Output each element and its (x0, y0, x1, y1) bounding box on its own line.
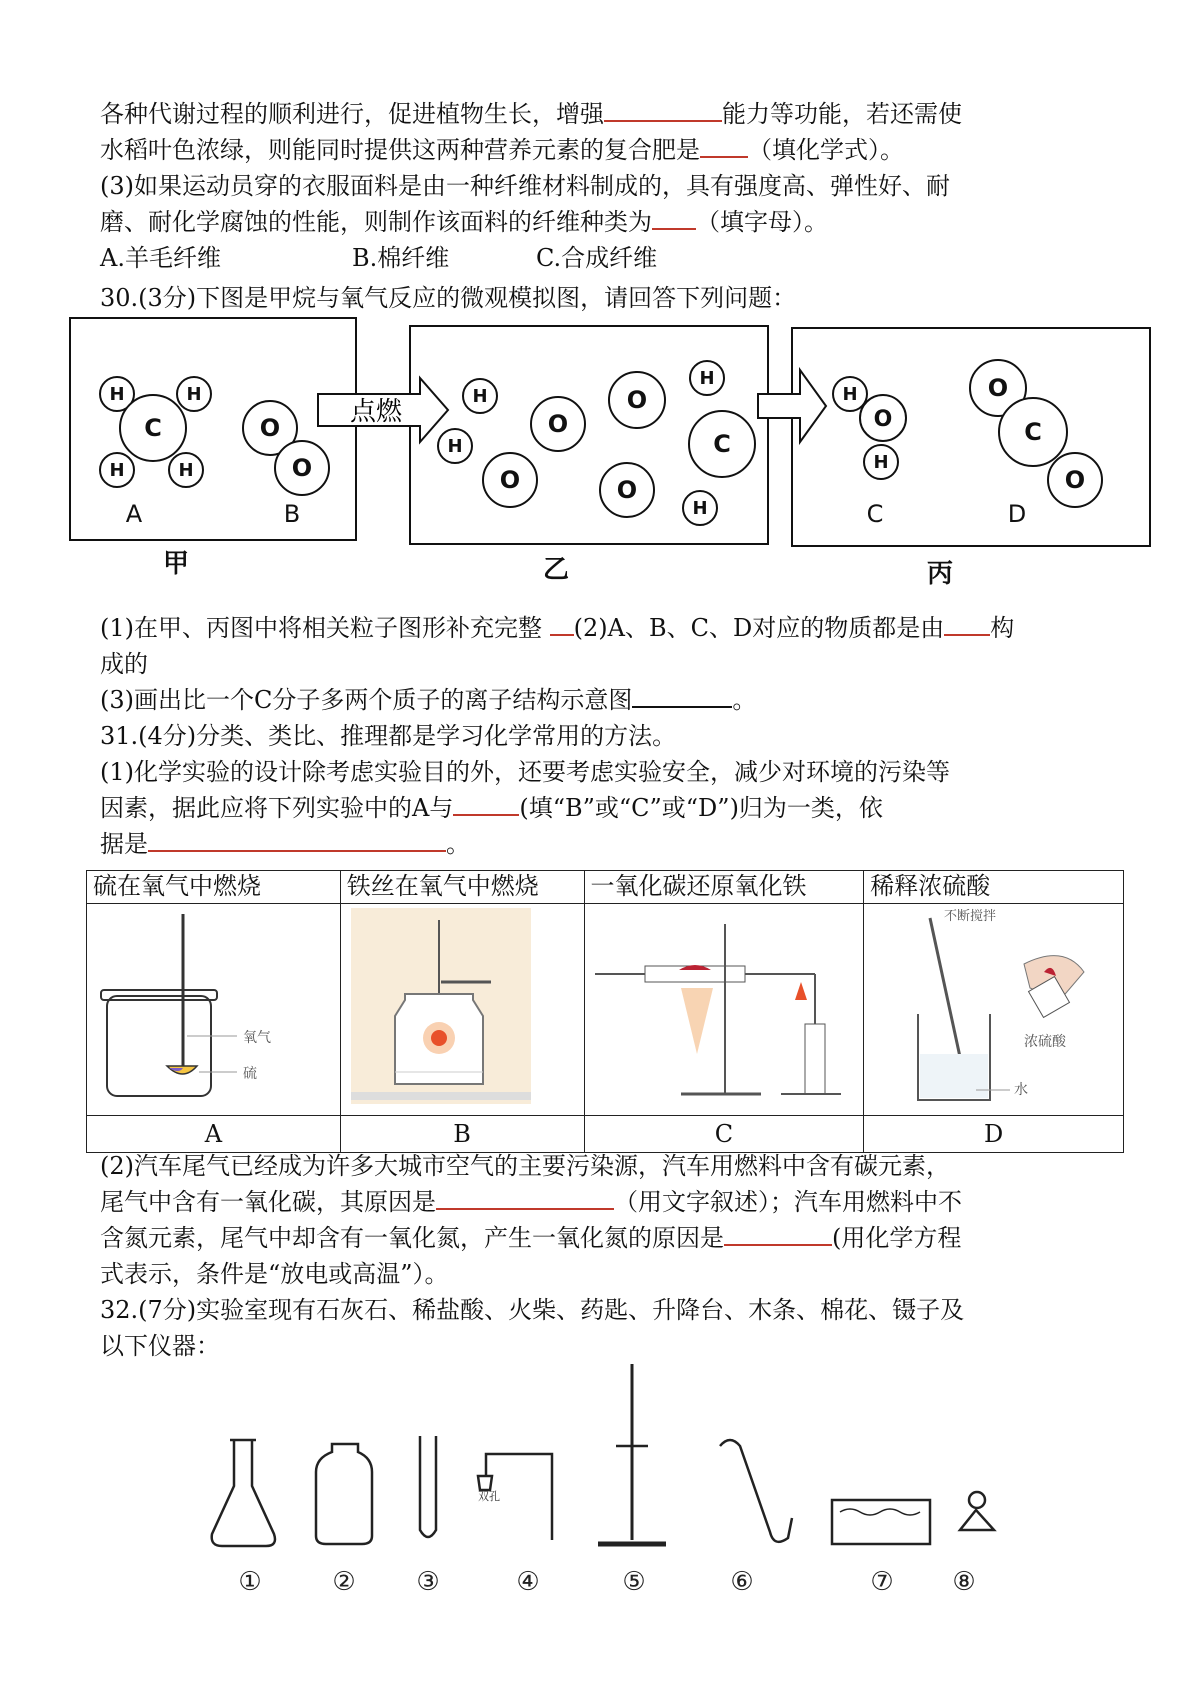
text-line (100, 792, 883, 824)
text-line: 式表示，条件是“放电或高温”）。 (100, 1260, 449, 1288)
svg-text:氧气: 氧气 (243, 1030, 271, 1046)
funnel-icon (720, 1440, 792, 1542)
answer-blank[interactable] (436, 1188, 614, 1210)
panel-names (163, 549, 953, 589)
text-line (100, 612, 1014, 644)
text: 能力等功能，若还需使 (722, 100, 962, 128)
svg-text:浓硫酸: 浓硫酸 (1024, 1034, 1067, 1050)
svg-text:甲: 甲 (162, 549, 190, 579)
svg-text:H: H (699, 368, 715, 389)
text: 构 (990, 614, 1015, 642)
svg-text:双孔: 双孔 (478, 1490, 500, 1503)
answer-blank[interactable] (944, 614, 990, 636)
conical-flask-icon (212, 1440, 275, 1546)
stopper-icon (478, 1476, 492, 1490)
svg-text:O: O (626, 386, 648, 414)
option-c: C.合成纤维 (536, 244, 658, 272)
svg-text:②: ② (332, 1567, 356, 1597)
svg-text:不断搅拌: 不断搅拌 (944, 909, 997, 924)
answer-blank[interactable] (550, 614, 574, 636)
alcohol-lamp-icon (960, 1510, 994, 1530)
gas-jar-icon (316, 1444, 372, 1544)
answer-blank[interactable] (148, 830, 446, 852)
svg-text:O: O (547, 410, 569, 438)
svg-text:O: O (873, 407, 893, 432)
table-header-cell: 硫在氧气中燃烧 (87, 871, 341, 904)
answer-blank[interactable] (700, 136, 748, 158)
svg-text:丙: 丙 (926, 559, 954, 589)
svg-text:A: A (125, 500, 143, 528)
panel-jia-box (70, 318, 356, 540)
reaction-diagram (0, 310, 1200, 590)
molecule-labels (126, 500, 1026, 528)
svg-text:H: H (873, 452, 889, 473)
text: 据是 (100, 830, 148, 858)
text: 水稻叶色浓绿，则能同时提供这两种营养元素的复合肥是 (100, 136, 700, 164)
text-line: (1)化学实验的设计除考虑实验目的外，还要考虑实验安全，减少对环境的污染等 (100, 758, 950, 786)
text-line: (2)汽车尾气已经成为许多大城市空气的主要污染源，汽车用燃料中含有碳元素， (100, 1152, 950, 1180)
text-line: 以下仪器： (100, 1332, 220, 1360)
svg-text:硫: 硫 (243, 1066, 257, 1082)
svg-text:H: H (109, 460, 125, 481)
svg-text:⑥: ⑥ (730, 1567, 754, 1597)
experiment-c-image (584, 904, 864, 1116)
text: (3)画出比一个C分子多两个质子的离子结构示意图 (100, 686, 633, 714)
sulfur-burning-illustration (87, 904, 337, 1109)
text-line (100, 98, 962, 130)
svg-text:D: D (1007, 500, 1027, 528)
text: 。 (732, 686, 757, 714)
question-32-title: 32.(7分)实验室现有石灰石、稀盐酸、火柴、药匙、升降台、木条、棉花、镊子及 (100, 1296, 965, 1324)
svg-text:H: H (178, 460, 194, 481)
iron-wire-burning-illustration (341, 904, 581, 1109)
text: 磨、耐化学腐蚀的性能，则制作该面料的纤维种类为 (100, 208, 652, 236)
experiment-a-image (87, 904, 341, 1116)
svg-text:⑦: ⑦ (870, 1567, 894, 1597)
svg-text:O: O (1064, 466, 1086, 494)
answer-blank[interactable] (724, 1224, 832, 1246)
table-header-cell: 铁丝在氧气中燃烧 (340, 871, 584, 904)
svg-text:O: O (499, 466, 521, 494)
svg-text:H: H (109, 384, 125, 405)
experiment-label: C (584, 1116, 864, 1153)
molecule-atoms (100, 360, 1102, 525)
svg-text:H: H (842, 384, 858, 405)
option-a: A.羊毛纤维 (100, 244, 221, 272)
question-31-title: 31.(4分)分类、类比、推理都是学习化学常用的方法。 (100, 722, 677, 750)
svg-text:C: C (1024, 418, 1042, 446)
svg-text:C: C (866, 500, 884, 528)
answer-blank[interactable] (632, 686, 732, 708)
text: (2)A、B、C、D对应的物质都是由 (573, 614, 945, 642)
text: (1)在甲、丙图中将相关粒子图形补充完整 (100, 614, 542, 642)
water-trough-icon (832, 1500, 930, 1544)
svg-text:⑧: ⑧ (952, 1567, 976, 1597)
svg-text:O: O (291, 454, 313, 482)
experiment-table (86, 870, 1124, 1153)
text-line (100, 1222, 961, 1254)
svg-text:O: O (987, 374, 1009, 402)
experiment-label: B (340, 1116, 584, 1153)
text: （填字母）。 (696, 208, 828, 236)
svg-text:乙: 乙 (542, 555, 570, 585)
table-header-cell: 一氧化碳还原氧化铁 (584, 871, 864, 904)
svg-text:H: H (692, 498, 708, 519)
experiment-d-image (864, 904, 1124, 1116)
question-30-title: 30.(3分)下图是甲烷与氧气反应的微观模拟图，请回答下列问题： (100, 284, 797, 312)
text: 含氮元素，尾气中却含有一氧化氮，产生一氧化氮的原因是 (100, 1224, 724, 1252)
text: （用文字叙述）；汽车用燃料中不 (614, 1188, 962, 1216)
test-tube-icon (420, 1436, 436, 1537)
text: (用化学方程 (832, 1224, 962, 1252)
text: 各种代谢过程的顺利进行，促进植物生长，增强 (100, 100, 604, 128)
apparatus-numbers (238, 1567, 975, 1597)
apparatus-figure (0, 1360, 1200, 1660)
text-line: 成的 (100, 650, 148, 678)
co-reduction-apparatus-illustration (585, 904, 861, 1109)
experiment-label: A (87, 1116, 341, 1153)
svg-text:④: ④ (516, 1567, 540, 1597)
experiment-label: D (864, 1116, 1124, 1153)
answer-blank[interactable] (604, 100, 722, 122)
svg-text:C: C (713, 430, 731, 458)
text-line: (3)如果运动员穿的衣服面料是由一种纤维材料制成的，具有强度高、弹性好、耐 (100, 172, 950, 200)
svg-text:水: 水 (1014, 1082, 1029, 1098)
svg-text:O: O (259, 414, 281, 442)
svg-text:H: H (447, 436, 463, 457)
text: (填“B”或“C”或“D”)归为一类，依 (519, 794, 883, 822)
experiment-b-image (340, 904, 584, 1116)
answer-blank[interactable] (652, 208, 696, 230)
table-header-cell: 稀释浓硫酸 (864, 871, 1124, 904)
arrow-label: 点燃 (349, 397, 403, 427)
text-line (100, 1186, 962, 1218)
text-line (100, 828, 470, 860)
svg-text:⑤: ⑤ (622, 1567, 646, 1597)
option-b: B.棉纤维 (352, 244, 450, 272)
svg-text:C: C (144, 414, 162, 442)
svg-text:O: O (616, 476, 638, 504)
svg-text:①: ① (238, 1567, 262, 1597)
answer-blank[interactable] (453, 794, 519, 816)
text: （填化学式）。 (748, 136, 904, 164)
dilute-acid-illustration (864, 904, 1120, 1109)
svg-text:H: H (186, 384, 202, 405)
text: 因素，据此应将下列实验中的A与 (100, 794, 454, 822)
options-line (100, 242, 658, 274)
text-line (100, 206, 828, 238)
text-line (100, 684, 756, 716)
svg-text:③: ③ (416, 1567, 440, 1597)
text-line (100, 134, 904, 166)
panel-bing-box (792, 328, 1150, 546)
text: 尾气中含有一氧化碳，其原因是 (100, 1188, 436, 1216)
text: 。 (446, 830, 470, 858)
svg-text:H: H (472, 386, 488, 407)
svg-text:B: B (283, 500, 301, 528)
